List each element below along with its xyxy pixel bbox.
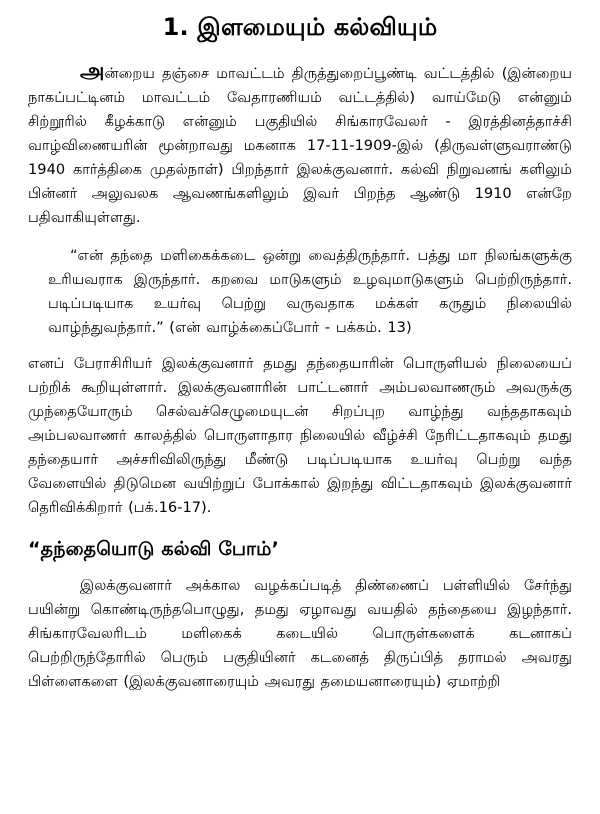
paragraph-intro <box>28 59 572 230</box>
section-heading: “தந்தையொடு கல்வி போம்’ <box>28 538 280 560</box>
paragraph-family-economy: எனப் பேராசிரியர் இலக்குவனார் தமது தந்தையாரின் பொருளியல் நிலையைப் பற்றிக் கூறியுள்ளார். இலக்குவனாரின் பாட்டனார் அம்பலவாணரும் அவருக்கு முந்தையோரும் செல்வச்செழுமையுடன் சிறப்புற வாழ்ந்து வந்ததாகவும் அம்பலவாணர் காலத்தில் பொருளாதார நிலையில் வீழ்ச்சி நேரிட்டதாகவும் தமது தந்தையார் அச்சரிவிலிருந்து மீண்டு படிப்படியாக உயர்வு பெற்று வந்த வேளையில் திடுமென வயிற்றுப் போக்கால் இறந்து விட்டதாகவும் இலக்குவனார் தெரிவிக்கிறார் (பக்.16-17). <box>28 355 572 516</box>
paragraph-schooling: இலக்குவனார் அக்கால வழக்கப்படித் திண்ணைப் பள்ளியில் சேர்ந்து பயின்று கொண்டிருந்தபொழுது, தமது ஏழாவது வயதில் தந்தையை இழந்தார். சிங்காரவேலரிடம் மளிகைக் கடையில் பொருள்களைக் கடனாகப் பெற்றிருந்தோரில் பெரும் பகுதியினர் கடனைத் திருப்பித் தராமல் அவரது பிள்ளைகளை (இலக்குவனாரையும் அவரது தமையனாரையும்) ஏமாற்றி <box>28 577 572 690</box>
drop-cap: அ <box>80 59 105 84</box>
paragraph-intro-text: ன்றைய தஞ்சை மாவட்டம் திருத்துறைப்பூண்டி வட்டத்தில் (இன்றைய நாகப்பட்டினம் மாவட்டம் வேதாரணியம் வட்டத்தில்) வாய்மேடு என்னும் சிற்றூரில் கீழக்காடு என்னும் பகுதியில் சிங்காரவேலர் - இரத்தினத்தாச்சி வாழ்விணையரின் மூன்றாவது மகனாக 17-11-1909-இல் (திருவள்ளுவராண்டு 1940 கார்த்திகை முதல்நாள்) பிறந்தார் இலக்குவனார். கல்வி நிறுவனங் களிலும் பின்னர் அலுவலக ஆவணங்களிலும் இவர் பிறந்த ஆண்டு 1910 என்றே பதிவாகியுள்ளது. <box>28 65 572 226</box>
block-quote: “என் தந்தை மளிகைக்கடை ஒன்று வைத்திருந்தார். பத்து மா நிலங்களுக்கு உரியவராக இருந்தார். கறவை மாடுகளும் உழவுமாடுகளும் பெற்றிருந்தார். படிப்படியாக உயர்வு பெற்று வருவதாக மக்கள் கருதும் நிலையில் வாழ்ந்துவந்தார்.” (என் வாழ்க்கைப்போர் - பக்கம். 13) <box>48 247 572 336</box>
chapter-title: 1. இளமையும் கல்வியும் <box>162 13 438 41</box>
